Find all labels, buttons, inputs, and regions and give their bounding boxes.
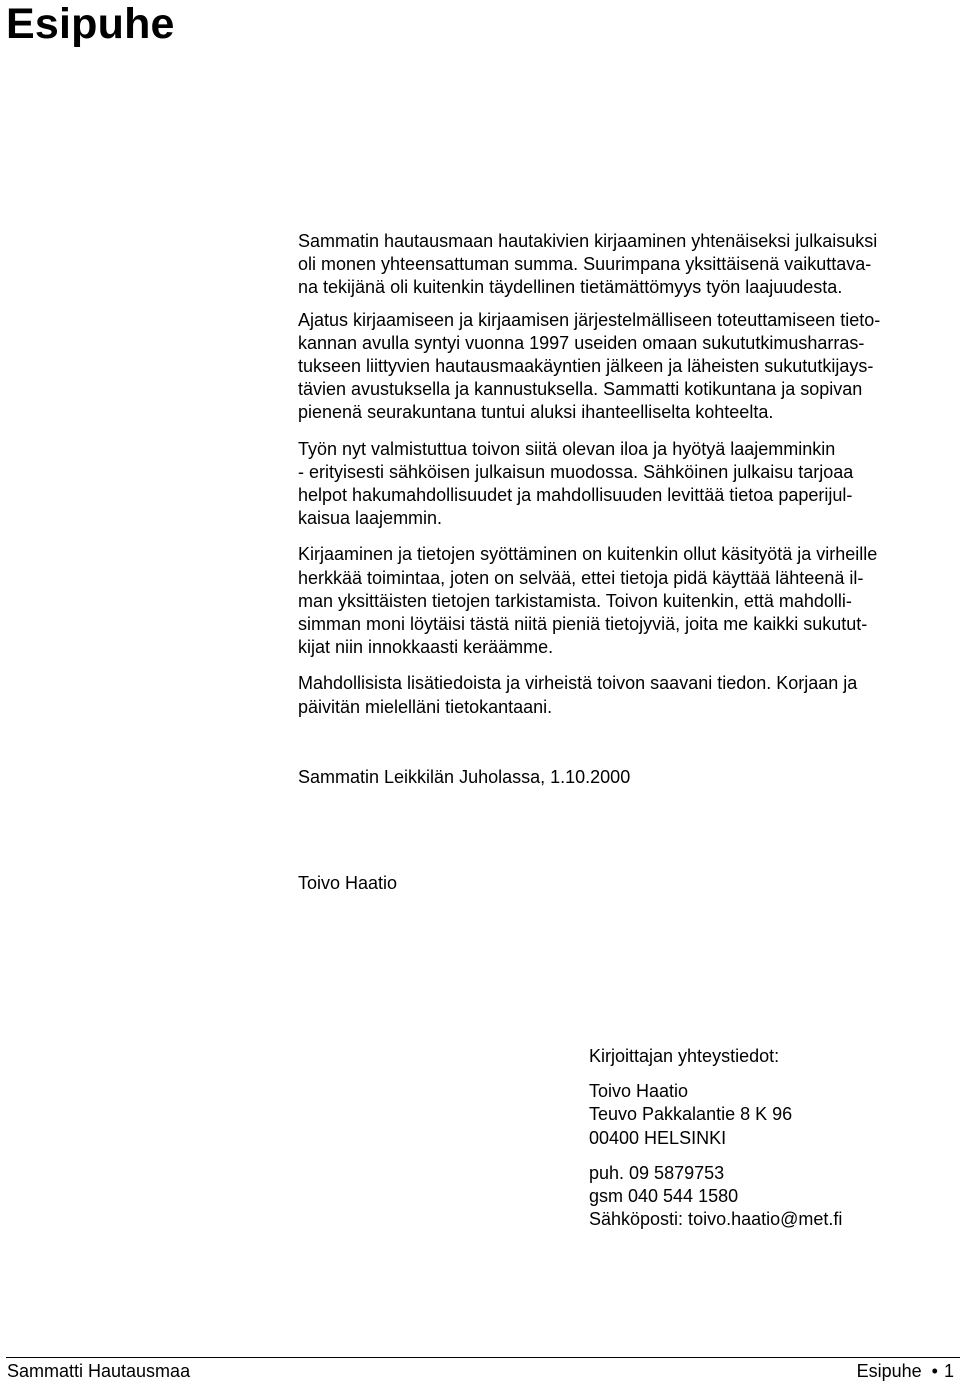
contact-heading: Kirjoittajan yhteystiedot: (589, 1046, 780, 1066)
contact-name: Toivo Haatio (589, 1081, 689, 1102)
contact-street: Teuvo Pakkalantie 8 K 96 (589, 1104, 793, 1125)
paragraph-2: Ajatus kirjaamiseen ja kirjaamisen järjestelmälliseen toteuttamiseen tieto- kannan avulla syntyi vuonna 1997 useiden omaan sukututkimusharras- tukseen liittyvien hautausmaakäyntien jälkeen ja läheisten sukututkijays- tävien avustuksella ja kannustuksella. Sammatti kotikuntana ja sopivan pienenä seurakuntana tuntui aluksi ihanteelliselta kohteelta. (298, 309, 881, 423)
contact-email: Sähköposti: toivo.haatio@met.fi (589, 1209, 843, 1230)
contact-gsm: gsm 040 544 1580 (589, 1186, 739, 1207)
paragraph-4: Kirjaaminen ja tietojen syöttäminen on kuitenkin ollut käsityötä ja virheille herkkää toimintaa, joten on selvää, ettei tietoja pidä käyttää lähteenä il- man yksittäisten tietojen tarkistamista. Toivon kuitenkin, että mahdolli- simman moni löytäisi tästä niitä pieniä tietojyviä, joita me kaikki sukutut- kijat niin innokkaasti keräämme. (298, 544, 878, 658)
footer-page-number: 1 (943, 1361, 954, 1381)
place-and-date: Sammatin Leikkilän Juholassa, 1.10.2000 (298, 767, 631, 787)
footer-page-info (857, 1360, 954, 1382)
paragraph-3: Työn nyt valmistuttua toivon siitä olevan iloa ja hyötyä laajemminkin - erityisesti sähköisen julkaisun muodossa. Sähköinen julkaisu tarjoaa helpot hakumahdollisuudet ja mahdollisuuden levittää tietoa paperijul- kaisua laajemmin. (298, 438, 854, 529)
paragraph-5: Mahdollisista lisätiedoista ja virheistä toivon saavani tiedon. Korjaan ja päivitän mielelläni tietokantaani. (298, 673, 858, 717)
footer-divider (6, 1357, 960, 1358)
paragraph-1: Sammatin hautausmaan hautakivien kirjaaminen yhtenäiseksi julkaisuksi oli monen yhteensattuman summa. Suurimpana yksittäisenä vaikuttava- na tekijänä oli kuitenkin täydellinen tietämättömyys työn laajuudesta. (298, 231, 878, 298)
contact-block (589, 1045, 842, 1231)
page-title: Esipuhe (6, 0, 175, 48)
footer-document-title: Sammatti Hautausmaa (7, 1361, 191, 1381)
footer-bullet: • (931, 1361, 938, 1381)
author-signature: Toivo Haatio (298, 873, 398, 893)
preface-body (298, 230, 958, 719)
contact-phone: puh. 09 5879753 (589, 1162, 725, 1183)
footer-section: Esipuhe (856, 1361, 922, 1381)
contact-postal: 00400 HELSINKI (589, 1127, 727, 1148)
